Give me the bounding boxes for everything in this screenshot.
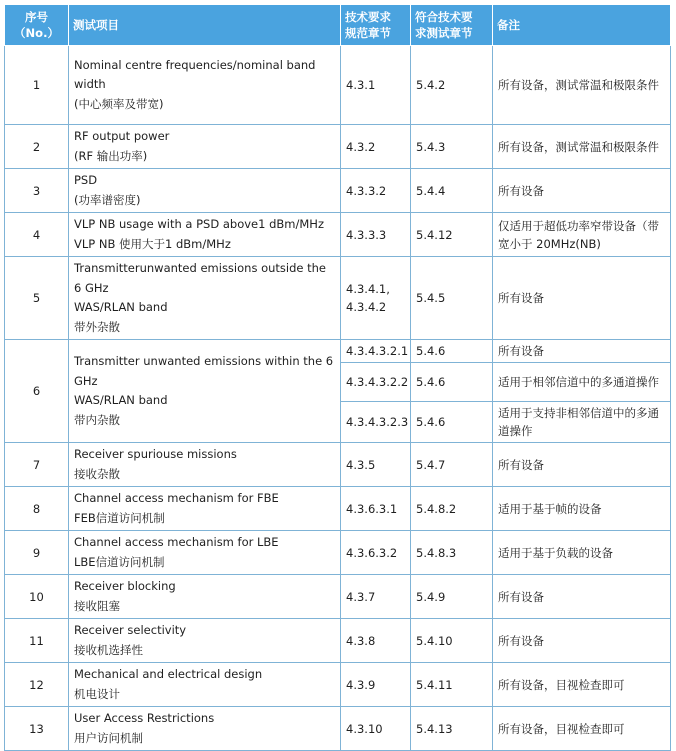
item-line: Nominal centre frequencies/nominal band (74, 57, 316, 72)
cell-item (69, 443, 341, 487)
cell-no: 11 (5, 619, 69, 663)
test-items-table-container (4, 4, 670, 751)
cell-test: 5.4.6 (411, 340, 493, 363)
item-line: WAS/RLAN band (74, 300, 168, 314)
cell-no: 2 (5, 125, 69, 169)
item-line: WAS/RLAN band (74, 393, 168, 407)
cell-tech: 4.3.3.3 (341, 213, 411, 257)
header-test (411, 5, 493, 46)
header-seq-line-1: 序号 (25, 10, 48, 24)
item-line: Receiver spuriouse missions (74, 447, 237, 461)
cell-note: 所有设备，测试常温和极限条件 (493, 125, 671, 169)
table-row (5, 213, 671, 257)
cell-note: 仅适用于超低功率窄带设备（带宽小于 20MHz(NB) (493, 213, 671, 257)
table-row (5, 487, 671, 531)
header-seq-line-2: （No.） (14, 26, 59, 40)
cell-note: 适用于基于帧的设备 (493, 487, 671, 531)
item-line: FEB信道访问机制 (74, 510, 165, 525)
cell-tech: 4.3.7 (341, 575, 411, 619)
cell-tech: 4.3.4.3.2.3 (341, 402, 411, 443)
cell-no: 3 (5, 169, 69, 213)
item-line: PSD (74, 173, 98, 187)
cell-note: 适用于相邻信道中的多通道操作 (493, 363, 671, 402)
cell-no: 6 (5, 340, 69, 443)
item-line: 接收杂散 (74, 466, 120, 481)
cell-tech: 4.3.3.2 (341, 169, 411, 213)
item-line: 接收阻塞 (74, 598, 120, 613)
cell-note: 所有设备 (493, 169, 671, 213)
cell-item (69, 663, 341, 707)
item-line: width (74, 77, 106, 92)
item-line: User Access Restrictions (74, 711, 215, 725)
cell-test: 5.4.2 (411, 46, 493, 125)
table-row (5, 707, 671, 751)
cell-no: 1 (5, 46, 69, 125)
cell-note: 所有设备 (493, 575, 671, 619)
table-row (5, 443, 671, 487)
cell-tech: 4.3.1 (341, 46, 411, 125)
cell-note: 适用于基于负载的设备 (493, 531, 671, 575)
item-line: Transmitterunwanted emissions outside the (74, 261, 327, 275)
table-row (5, 257, 671, 340)
item-line: 机电设计 (74, 686, 120, 701)
table-row (5, 575, 671, 619)
item-line: (RF 输出功率) (74, 148, 148, 163)
cell-note: 所有设备，目视检查即可 (493, 663, 671, 707)
cell-no: 13 (5, 707, 69, 751)
cell-item (69, 487, 341, 531)
item-line: 接收机选择性 (74, 642, 143, 657)
cell-note: 所有设备，测试常温和极限条件 (493, 46, 671, 125)
header-test-line-1: 符合技术要 (415, 10, 473, 24)
cell-item (69, 169, 341, 213)
item-line: Channel access mechanism for FBE (74, 491, 279, 505)
item-line: VLP NB 使用大于1 dBm/MHz (74, 236, 231, 251)
item-line: Receiver selectivity (74, 623, 187, 637)
cell-test: 5.4.8.2 (411, 487, 493, 531)
item-line: (功率谱密度) (74, 192, 141, 207)
tech-line: 4.3.4.1, (346, 282, 390, 296)
cell-tech: 4.3.6.3.2 (341, 531, 411, 575)
item-line: 6 GHz (74, 280, 109, 295)
cell-tech: 4.3.9 (341, 663, 411, 707)
tech-line: 4.3.4.2 (346, 300, 387, 314)
header-tech-line-2: 规范章节 (345, 26, 391, 40)
cell-test: 5.4.10 (411, 619, 493, 663)
test-items-table (4, 4, 671, 751)
cell-no: 8 (5, 487, 69, 531)
header-note: 备注 (493, 5, 671, 46)
cell-item (69, 575, 341, 619)
header-item: 测试项目 (69, 5, 341, 46)
item-line: Transmitter unwanted emissions within the 6 (74, 354, 334, 368)
table-row (5, 169, 671, 213)
cell-test: 5.4.7 (411, 443, 493, 487)
cell-note: 所有设备 (493, 257, 671, 340)
cell-tech: 4.3.4.3.2.1 (341, 340, 411, 363)
table-row (5, 125, 671, 169)
cell-test: 5.4.5 (411, 257, 493, 340)
cell-test: 5.4.3 (411, 125, 493, 169)
cell-item (69, 257, 341, 340)
cell-item (69, 46, 341, 125)
cell-item (69, 340, 341, 443)
cell-no: 12 (5, 663, 69, 707)
cell-tech: 4.3.4.3.2.2 (341, 363, 411, 402)
table-row (5, 531, 671, 575)
header-seq (5, 5, 69, 46)
cell-item (69, 707, 341, 751)
item-line: 带外杂散 (74, 319, 120, 334)
cell-no: 4 (5, 213, 69, 257)
cell-no: 5 (5, 257, 69, 340)
item-line: Channel access mechanism for LBE (74, 535, 279, 549)
cell-note: 适用于支持非相邻信道中的多通道操作 (493, 402, 671, 443)
cell-test: 5.4.4 (411, 169, 493, 213)
cell-tech: 4.3.5 (341, 443, 411, 487)
cell-item (69, 213, 341, 257)
cell-note: 所有设备 (493, 340, 671, 363)
cell-note: 所有设备 (493, 619, 671, 663)
header-tech-line-1: 技术要求 (345, 10, 391, 24)
item-line: 带内杂散 (74, 412, 120, 427)
cell-note: 所有设备，目视检查即可 (493, 707, 671, 751)
cell-test: 5.4.6 (411, 363, 493, 402)
cell-tech: 4.3.6.3.1 (341, 487, 411, 531)
cell-test: 5.4.11 (411, 663, 493, 707)
item-line: LBE信道访问机制 (74, 554, 165, 569)
cell-item (69, 619, 341, 663)
table-row (5, 619, 671, 663)
cell-test: 5.4.9 (411, 575, 493, 619)
cell-tech: 4.3.10 (341, 707, 411, 751)
header-tech (341, 5, 411, 46)
cell-tech: 4.3.8 (341, 619, 411, 663)
cell-no: 7 (5, 443, 69, 487)
item-line: RF output power (74, 129, 170, 143)
cell-item (69, 125, 341, 169)
cell-no: 10 (5, 575, 69, 619)
cell-test: 5.4.12 (411, 213, 493, 257)
cell-note: 所有设备 (493, 443, 671, 487)
cell-tech: 4.3.2 (341, 125, 411, 169)
item-line: VLP NB usage with a PSD above1 dBm/MHz (74, 217, 324, 231)
cell-item (69, 531, 341, 575)
table-row (5, 340, 671, 363)
item-line: Mechanical and electrical design (74, 667, 263, 681)
item-line: GHz (74, 373, 98, 388)
table-row (5, 46, 671, 125)
cell-test: 5.4.8.3 (411, 531, 493, 575)
cell-test: 5.4.13 (411, 707, 493, 751)
table-header-row (5, 5, 671, 46)
item-line: 用户访问机制 (74, 730, 143, 745)
cell-tech (341, 257, 411, 340)
table-row (5, 663, 671, 707)
cell-no: 9 (5, 531, 69, 575)
item-line: Receiver blocking (74, 579, 176, 593)
item-line: (中心频率及带宽) (74, 96, 164, 111)
header-test-line-2: 求测试章节 (415, 26, 473, 40)
cell-test: 5.4.6 (411, 402, 493, 443)
